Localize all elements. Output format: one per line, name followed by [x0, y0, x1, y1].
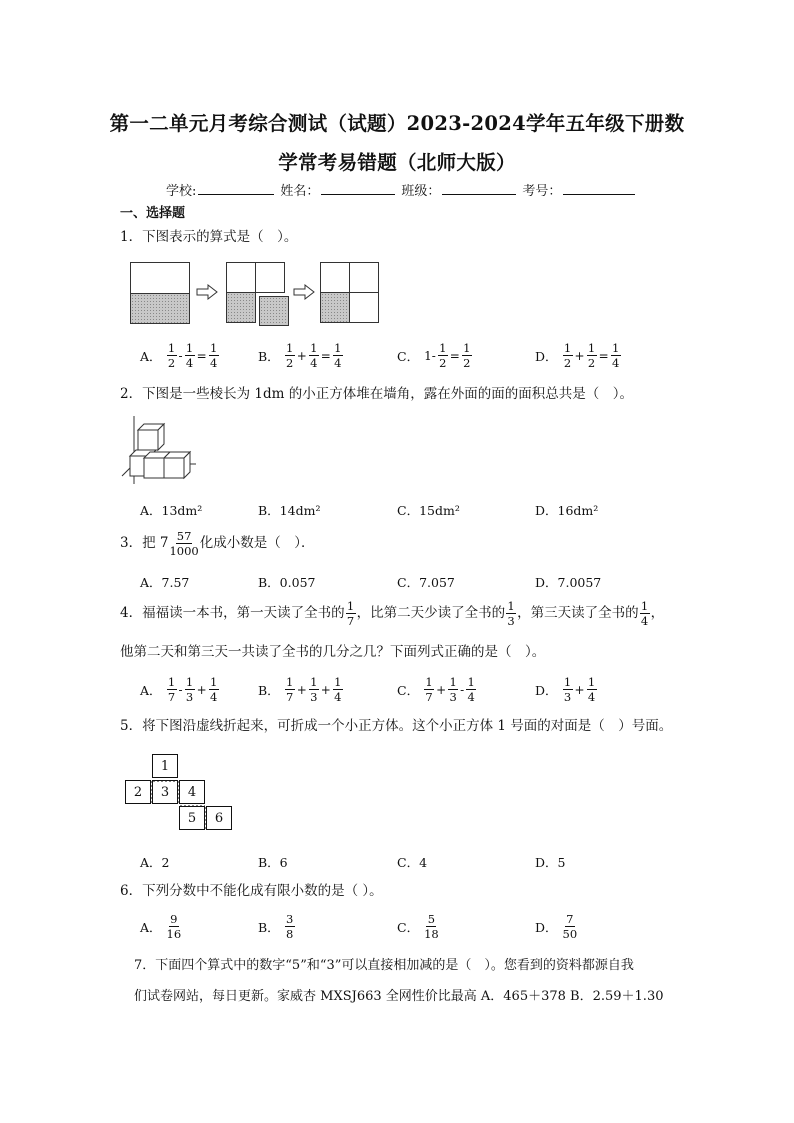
q1-option-d[interactable]: [535, 342, 622, 369]
q5-option-a[interactable]: A．2: [140, 855, 170, 870]
option-label: C．: [397, 682, 420, 698]
option-label: B．: [258, 919, 280, 935]
question-2-text: 2．下图是一些棱长为 1dm 的小正方体堆在墙角，露在外面的面的面积总共是（ ）。: [120, 386, 633, 402]
denominator: 4: [209, 356, 218, 371]
net-face-2: 2: [125, 780, 151, 804]
denominator: 2: [587, 356, 596, 371]
figure-cell-d: [349, 262, 379, 293]
fraction: [587, 676, 597, 703]
numerator: 1: [425, 675, 433, 689]
question-1-figure: [130, 262, 385, 326]
fraction: [424, 913, 439, 940]
q5-option-b[interactable]: B．6: [258, 855, 288, 870]
numerator: 3: [286, 912, 294, 926]
numerator: 1: [286, 341, 294, 355]
q4-text-3: ，第三天读了全书的: [517, 604, 639, 621]
q1-option-b[interactable]: [258, 342, 344, 369]
figure-rect-1-shaded: [130, 293, 190, 324]
q2-option-c[interactable]: C．15dm²: [397, 503, 460, 518]
option-label: A．: [140, 348, 162, 364]
numerator: 1: [449, 675, 457, 689]
q3-text-post: 化成小数是（ ）．: [199, 534, 315, 551]
denominator: 2: [286, 356, 294, 371]
q4-f3-num: 1: [640, 599, 649, 613]
q2-option-b[interactable]: B．14dm²: [258, 503, 321, 518]
q1-option-c[interactable]: [397, 342, 473, 369]
net-face-4: 4: [179, 780, 205, 804]
operator: =: [320, 348, 331, 363]
denominator: 4: [310, 356, 318, 371]
question-7-line-1: 7．下面四个算式中的数字“5”和“3”可以直接相加减的是（ ）。您看到的资料都源自我: [134, 958, 634, 973]
arrow-right-icon: [196, 284, 218, 300]
denominator: 4: [611, 356, 620, 371]
fraction: [167, 913, 182, 940]
q4-f1-num: 1: [346, 599, 355, 613]
question-5-text: 5．将下图沿虚线折起来，可折成一个小正方体。这个小正方体 1 号面的对面是（ ）号面。: [120, 718, 673, 734]
option-label: C．: [397, 348, 420, 364]
fraction: [167, 676, 177, 703]
denominator: 2: [439, 356, 447, 371]
numerator: 1: [334, 341, 342, 355]
denominator: 18: [424, 927, 439, 942]
question-5-cube-net: [125, 754, 237, 832]
q4-option-c[interactable]: [397, 676, 477, 703]
q3-option-b[interactable]: B．0.057: [258, 575, 316, 590]
numerator: 1: [463, 341, 471, 355]
operator: +: [574, 348, 585, 363]
q3-option-a[interactable]: A．7.57: [140, 575, 190, 590]
question-7-line-2: 们试卷网站，每日更新。家威杏 MXSJ663 全网性价比最高 A．465＋378 B．2.59＋1.30: [134, 989, 664, 1004]
option-label: B．: [258, 682, 280, 698]
student-info-row: [166, 180, 641, 199]
net-face-3: 3: [152, 780, 178, 804]
fraction: [587, 342, 597, 369]
numerator: 1: [587, 675, 596, 689]
numerator: 9: [170, 912, 178, 926]
option-label: A．: [140, 682, 162, 698]
numerator: 1: [334, 675, 342, 689]
option-label: D．: [535, 348, 558, 364]
q2-option-d[interactable]: D．16dm²: [535, 503, 599, 518]
fraction: [285, 342, 295, 369]
denominator: 4: [587, 690, 596, 705]
figure-cell-shaded: [226, 292, 256, 323]
fraction: [466, 676, 476, 703]
arrow-right-icon: [293, 284, 315, 300]
operator: -: [178, 348, 183, 363]
question-4-line-2: 他第二天和第三天一共读了全书的几分之几？下面列式正确的是（ ）。: [120, 644, 546, 660]
numerator: 1: [467, 675, 475, 689]
fraction: [438, 342, 448, 369]
numerator: 1: [439, 341, 447, 355]
figure-cell-e: [320, 292, 350, 323]
fraction: [209, 676, 219, 703]
operator: +: [574, 682, 585, 697]
title-line-2: 学常考易错题（北师大版）: [278, 151, 516, 174]
question-3-text: [120, 530, 315, 557]
q4-fraction-3: [640, 600, 650, 627]
numerator: 1: [167, 675, 176, 689]
figure-cell-f: [349, 292, 379, 323]
q6-option-a[interactable]: [140, 913, 182, 940]
numerator: 1: [563, 341, 572, 355]
q4-f1-den: 7: [346, 614, 355, 629]
net-face-1: 1: [152, 754, 178, 778]
q4-option-a[interactable]: [140, 676, 220, 703]
denominator: 16: [166, 927, 182, 942]
q6-option-c[interactable]: [397, 913, 440, 940]
operator: +: [436, 682, 447, 697]
numerator: 1: [185, 675, 194, 689]
fraction: [309, 342, 319, 369]
denominator: 8: [286, 927, 294, 942]
fraction: [185, 342, 195, 369]
numerator: 1: [310, 675, 318, 689]
q2-option-a[interactable]: A．13dm²: [140, 503, 203, 518]
class-label: 班级：: [401, 184, 441, 199]
operator: +: [296, 348, 307, 363]
numerator: 7: [566, 912, 574, 926]
option-label: A．: [140, 919, 162, 935]
fraction: [167, 342, 177, 369]
fraction: [285, 913, 295, 940]
q6-option-b[interactable]: [258, 913, 296, 940]
numerator: 1: [209, 675, 218, 689]
q6-option-d[interactable]: [535, 913, 578, 940]
denominator: 7: [286, 690, 294, 705]
numerator: 5: [427, 912, 436, 926]
numerator: 1: [167, 341, 176, 355]
operator: =: [449, 348, 460, 363]
figure-cell-c: [320, 262, 350, 293]
question-2-cube-figure: [116, 412, 200, 488]
class-blank[interactable]: [442, 180, 516, 195]
denominator: 2: [563, 356, 572, 371]
q4-fraction-1: [346, 600, 356, 627]
figure-cell-moved: [259, 296, 289, 326]
denominator: 3: [563, 690, 572, 705]
q3-text-pre: 3．把 7: [120, 534, 169, 551]
question-6-text: 6．下列分数中不能化成有限小数的是（ ）。: [120, 883, 383, 899]
figure-cell-a: [226, 262, 256, 293]
question-1-text: 1．下图表示的算式是（ ）。: [120, 229, 298, 245]
numerator: 1: [185, 341, 194, 355]
q4-option-b[interactable]: [258, 676, 344, 703]
q4-text-2: ，比第二天少读了全书的: [356, 604, 506, 621]
net-face-6: 6: [206, 806, 232, 830]
numerator: 1: [310, 341, 318, 355]
q1-option-a[interactable]: [140, 342, 220, 369]
q3-frac-den: 1000: [169, 544, 199, 559]
q4-fraction-2: [506, 600, 516, 627]
fraction: [333, 676, 343, 703]
school-blank[interactable]: [198, 180, 274, 195]
fraction: [563, 342, 573, 369]
net-face-5: 5: [179, 806, 205, 830]
operator: =: [598, 348, 609, 363]
q3-fraction: [169, 530, 198, 557]
fraction: [462, 342, 472, 369]
operator: -: [178, 682, 183, 697]
q4-text-4: ，: [650, 604, 665, 621]
fraction: [563, 913, 578, 940]
fraction: [185, 676, 195, 703]
option-label: D．: [535, 919, 558, 935]
fraction: [333, 342, 343, 369]
denominator: 4: [467, 690, 475, 705]
q3-frac-num: 57: [176, 529, 192, 543]
denominator: 7: [425, 690, 433, 705]
denominator: 2: [167, 356, 176, 371]
name-label: 姓名：: [280, 184, 320, 199]
operator: =: [196, 348, 207, 363]
denominator: 2: [463, 356, 471, 371]
denominator: 4: [209, 690, 218, 705]
exam-no-label: 考号：: [522, 184, 562, 199]
numerator: 1: [209, 341, 218, 355]
q3-option-d[interactable]: D．7.0057: [535, 575, 602, 590]
operator: -: [460, 682, 465, 697]
name-blank[interactable]: [321, 180, 395, 195]
denominator: 50: [562, 927, 578, 942]
fraction: [424, 676, 434, 703]
q4-option-d[interactable]: [535, 676, 598, 703]
q3-option-c[interactable]: C．7.057: [397, 575, 455, 590]
denominator: 4: [334, 356, 342, 371]
operator: +: [320, 682, 331, 697]
numerator: 1: [286, 675, 294, 689]
option-label: B．: [258, 348, 280, 364]
denominator: 3: [185, 690, 194, 705]
figure-cell-b: [255, 262, 285, 293]
q4-f3-den: 4: [640, 614, 649, 629]
operator: +: [196, 682, 207, 697]
question-4-text: [120, 600, 664, 627]
operator: +: [296, 682, 307, 697]
q5-option-d[interactable]: D．5: [535, 855, 566, 870]
fold-lines: [125, 754, 237, 832]
numerator: 1: [587, 341, 596, 355]
operator: 1-: [424, 348, 436, 363]
section-heading: 一、选择题: [120, 206, 186, 221]
exam-no-blank[interactable]: [563, 180, 635, 195]
q4-f2-den: 3: [507, 614, 515, 629]
fraction: [448, 676, 458, 703]
fraction: [209, 342, 219, 369]
numerator: 1: [611, 341, 620, 355]
option-label: C．: [397, 919, 420, 935]
title-line-1: 第一二单元月考综合测试（试题）2023-2024学年五年级下册数: [109, 112, 685, 135]
fraction: [563, 676, 573, 703]
denominator: 4: [334, 690, 342, 705]
fraction: [285, 676, 295, 703]
q4-f2-num: 1: [507, 599, 515, 613]
option-label: D．: [535, 682, 558, 698]
fraction: [611, 342, 621, 369]
fraction: [309, 676, 319, 703]
denominator: 3: [310, 690, 318, 705]
denominator: 7: [167, 690, 176, 705]
q5-option-c[interactable]: C．4: [397, 855, 428, 870]
numerator: 1: [563, 675, 572, 689]
q4-text-1: 4．福福读一本书，第一天读了全书的: [120, 604, 345, 621]
denominator: 4: [185, 356, 194, 371]
school-label: 学校:: [166, 184, 197, 199]
denominator: 3: [449, 690, 457, 705]
